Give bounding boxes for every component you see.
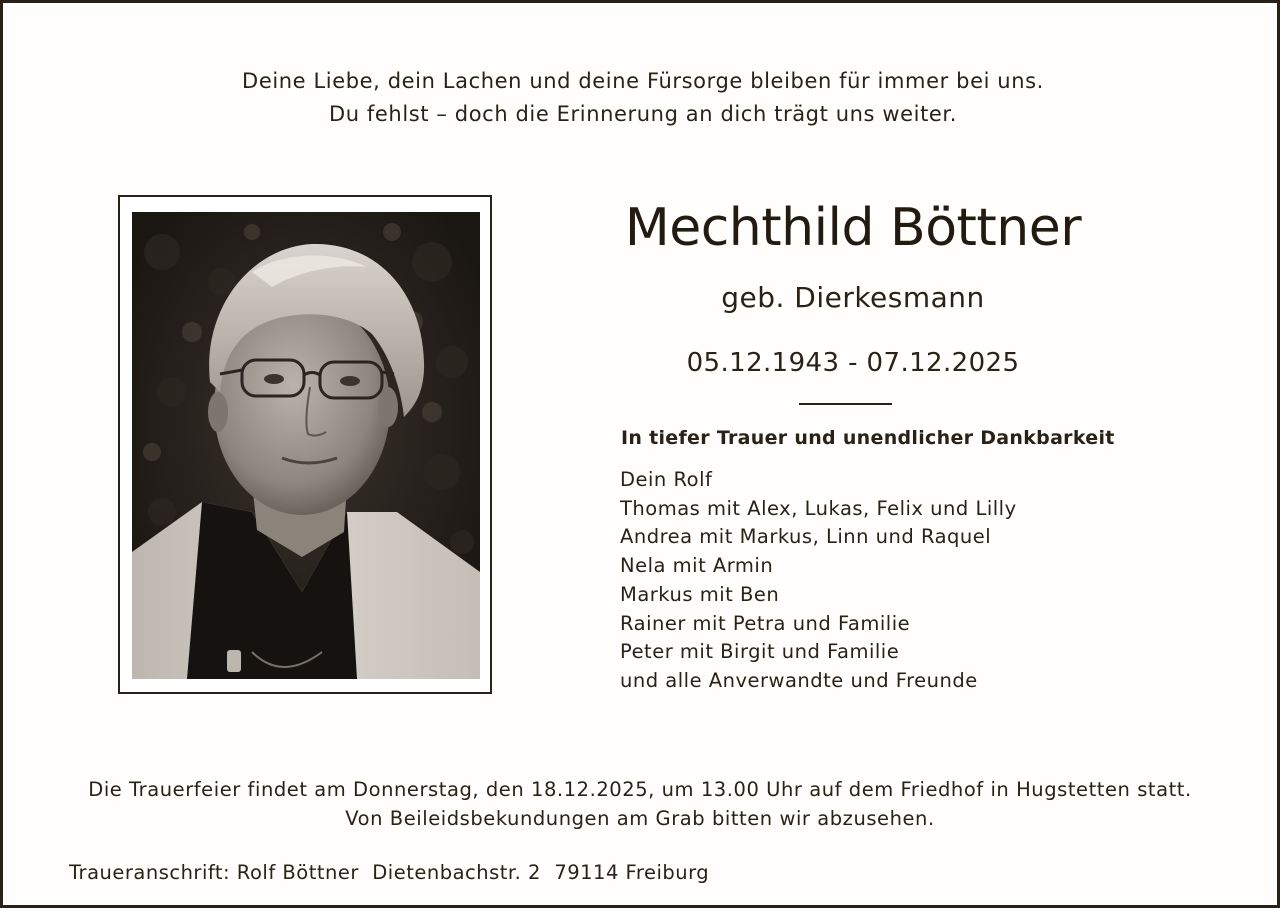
divider-line — [799, 403, 892, 405]
mourner-line: Thomas mit Alex, Lukas, Felix und Lilly — [620, 496, 1017, 520]
deceased-name: Mechthild Böttner — [624, 198, 1082, 258]
ceremony-line-2: Von Beileidsbekundungen am Grab bitten wir abzusehen. — [345, 807, 935, 830]
portrait-frame — [118, 195, 492, 694]
ceremony-notice — [3, 775, 1277, 833]
motto-verse — [3, 65, 1280, 131]
motto-line-1: Deine Liebe, dein Lachen und deine Fürsorge bleiben für immer bei uns. — [242, 69, 1044, 93]
portrait-photo — [132, 212, 480, 679]
mourner-line: Rainer mit Petra und Familie — [620, 611, 911, 635]
mourner-line: Peter mit Birgit und Familie — [620, 640, 900, 664]
mourner-line: Andrea mit Markus, Linn und Raquel — [620, 525, 992, 549]
mourners-list — [620, 466, 1220, 696]
mourner-line: und alle Anverwandte und Freunde — [620, 668, 978, 692]
mourner-line: Nela mit Armin — [620, 554, 774, 578]
ceremony-line-1: Die Trauerfeier findet am Donnerstag, den 18.12.2025, um 13.00 Uhr auf dem Friedhof in Hugstetten statt. — [88, 778, 1192, 801]
mourning-heading: In tiefer Trauer und unendlicher Dankbarkeit — [621, 427, 1115, 449]
life-dates: 05.12.1943 - 07.12.2025 — [686, 348, 1020, 378]
mourning-address: Traueranschrift: Rolf Böttner Dietenbachstr. 2 79114 Freiburg — [69, 861, 710, 884]
birth-name: geb. Dierkesmann — [721, 281, 985, 314]
mourner-line: Markus mit Ben — [620, 582, 780, 606]
mourner-line: Dein Rolf — [620, 468, 713, 491]
motto-line-2: Du fehlst – doch die Erinnerung an dich trägt uns weiter. — [328, 102, 958, 126]
